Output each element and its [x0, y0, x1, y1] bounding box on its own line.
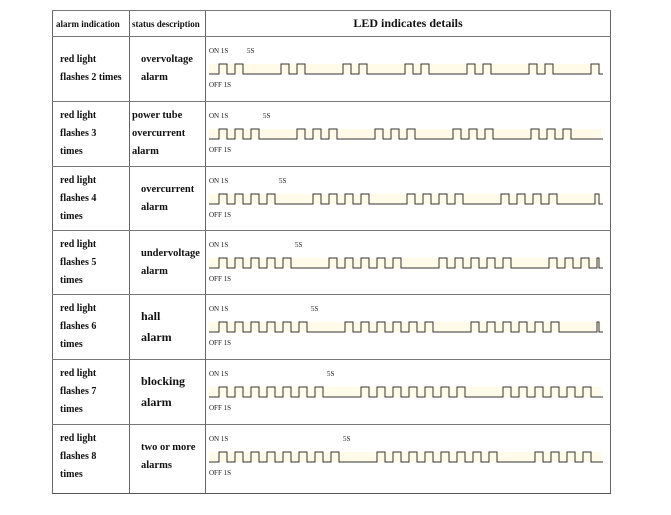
row-divider: [52, 101, 611, 102]
alarm-led-table: [52, 10, 611, 494]
period-label: 5S: [279, 177, 287, 185]
alarm-indication-line: times: [60, 210, 83, 222]
alarm-indication-line: flashes 6: [60, 320, 97, 332]
on-duration-label: ON 1S: [209, 305, 229, 313]
led-waveform-cell: [207, 101, 611, 166]
alarm-indication-line: flashes 2 times: [60, 71, 122, 83]
status-description-cell: [132, 294, 206, 359]
row-divider: [52, 230, 611, 231]
alarm-indication-line: flashes 5: [60, 256, 97, 268]
status-description-cell: [132, 101, 206, 166]
alarm-indication-cell: [60, 359, 130, 424]
alarm-indication-line: times: [60, 145, 83, 157]
period-label: 5S: [263, 112, 271, 120]
alarm-indication-line: red light: [60, 367, 97, 379]
alarm-indication-cell: [60, 294, 130, 359]
status-description-line: alarm: [141, 265, 168, 277]
led-waveform: [207, 166, 607, 231]
alarm-indication-line: red light: [60, 53, 97, 65]
status-description-line: overcurrent: [132, 127, 186, 139]
table-row: [52, 101, 611, 166]
alarm-indication-line: flashes 8: [60, 450, 97, 462]
alarm-indication-cell: [60, 424, 130, 489]
row-divider: [52, 166, 611, 167]
led-waveform-cell: [207, 359, 611, 424]
led-waveform-cell: [207, 294, 611, 359]
alarm-indication-cell: [60, 36, 130, 101]
status-description-line: two or more: [141, 441, 196, 453]
alarm-indication-line: red light: [60, 302, 97, 314]
table-row: [52, 230, 611, 295]
row-divider: [52, 36, 611, 37]
alarm-indication-line: red light: [60, 238, 97, 250]
on-duration-label: ON 1S: [209, 112, 229, 120]
alarm-indication-line: flashes 7: [60, 385, 97, 397]
off-duration-label: OFF 1S: [209, 275, 231, 283]
on-duration-label: ON 1S: [209, 241, 229, 249]
status-description-cell: [132, 230, 206, 295]
alarm-indication-line: times: [60, 338, 83, 350]
waveform-background: [209, 258, 601, 268]
led-waveform: [207, 424, 607, 489]
status-description-line: overvoltage: [141, 53, 193, 65]
waveform-background: [209, 387, 601, 397]
row-divider: [52, 424, 611, 425]
period-label: 5S: [327, 370, 335, 378]
on-duration-label: ON 1S: [209, 370, 229, 378]
led-waveform: [207, 230, 607, 295]
status-description-line: hall: [141, 308, 161, 323]
header-alarm-indication: alarm indication: [56, 18, 120, 29]
alarm-indication-line: flashes 3: [60, 127, 97, 139]
status-description-line: alarm: [141, 71, 168, 83]
header-status-description: status description: [132, 18, 200, 29]
row-divider: [52, 294, 611, 295]
led-waveform-cell: [207, 166, 611, 231]
alarm-indication-line: red light: [60, 432, 97, 444]
alarm-indication-line: times: [60, 274, 83, 286]
on-duration-label: ON 1S: [209, 177, 229, 185]
table-row: [52, 424, 611, 489]
status-description-line: alarm: [141, 394, 172, 409]
alarm-indication-line: flashes 4: [60, 192, 97, 204]
waveform-background: [209, 129, 601, 139]
period-label: 5S: [311, 305, 319, 313]
status-description-line: undervoltage: [141, 247, 200, 259]
status-description-cell: [132, 36, 206, 101]
status-description-line: alarm: [141, 201, 168, 213]
alarm-indication-line: red light: [60, 174, 97, 186]
alarm-indication-line: times: [60, 468, 83, 480]
status-description-line: blocking: [141, 373, 186, 388]
table-row: [52, 359, 611, 424]
status-description-cell: [132, 359, 206, 424]
alarm-indication-cell: [60, 101, 130, 166]
led-waveform-cell: [207, 36, 611, 101]
alarm-indication-line: red light: [60, 109, 97, 121]
status-description-line: power tube: [132, 109, 183, 121]
alarm-indication-cell: [60, 230, 130, 295]
led-waveform: [207, 359, 607, 424]
period-label: 5S: [343, 435, 351, 443]
led-waveform: [207, 294, 607, 359]
header-led-details: LED indicates details: [353, 16, 463, 30]
table-row: [52, 166, 611, 231]
status-description-line: alarms: [141, 459, 172, 471]
off-duration-label: OFF 1S: [209, 404, 231, 412]
off-duration-label: OFF 1S: [209, 339, 231, 347]
status-description-line: overcurrent: [141, 183, 195, 195]
status-description-line: alarm: [141, 329, 172, 344]
off-duration-label: OFF 1S: [209, 146, 231, 154]
on-duration-label: ON 1S: [209, 435, 229, 443]
table-row: [52, 36, 611, 101]
status-description-cell: [132, 166, 206, 231]
period-label: 5S: [295, 241, 303, 249]
waveform-background: [209, 322, 601, 332]
row-divider: [52, 359, 611, 360]
led-waveform-cell: [207, 230, 611, 295]
led-waveform: [207, 101, 607, 166]
table-row: [52, 294, 611, 359]
off-duration-label: OFF 1S: [209, 211, 231, 219]
alarm-indication-line: times: [60, 403, 83, 415]
waveform-background: [209, 452, 601, 462]
off-duration-label: OFF 1S: [209, 469, 231, 477]
status-description-cell: [132, 424, 206, 489]
led-waveform: [207, 36, 607, 101]
status-description-line: alarm: [132, 145, 159, 157]
led-waveform-cell: [207, 424, 611, 489]
period-label: 5S: [247, 47, 255, 55]
off-duration-label: OFF 1S: [209, 81, 231, 89]
on-duration-label: ON 1S: [209, 47, 229, 55]
alarm-indication-cell: [60, 166, 130, 231]
waveform-background: [209, 194, 601, 204]
